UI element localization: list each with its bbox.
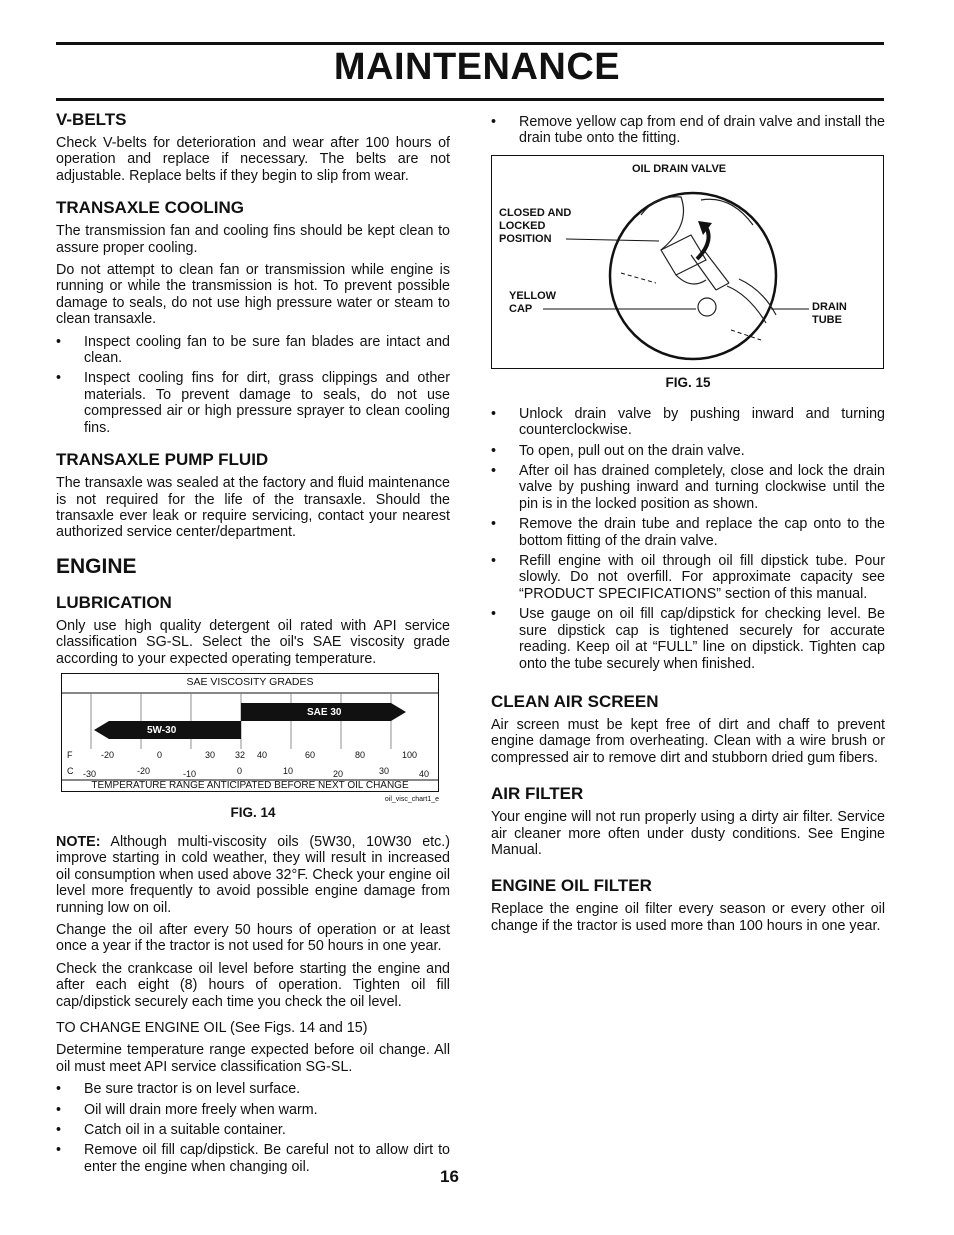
c-tick: -10	[183, 768, 197, 779]
engine-oil-filter-heading: ENGINE OIL FILTER	[491, 876, 652, 896]
list-item: • Oil will drain more freely when warm.	[56, 1102, 450, 1118]
c-tick: 10	[283, 765, 294, 776]
drain-valve-figure	[491, 155, 884, 369]
drain-tube-label: DRAIN TUBE	[812, 300, 847, 326]
list-item: • To open, pull out on the drain valve.	[491, 443, 885, 459]
f-tick: 30	[205, 749, 216, 760]
list-item: • Be sure tractor is on level surface.	[56, 1081, 450, 1097]
note-text: Although multi-viscosity oils (5W30, 10W30 etc.) improve starting in cold weather, they will result in increased oil consumption when used above 32°F. Check your engine oil level more frequently to avoid possible engine damage from running low on oil.	[56, 833, 450, 916]
viscosity-chart	[61, 673, 439, 803]
list-item: • Use gauge on oil fill cap/dipstick for checking level. Be sure dipstick cap is tightened securely for accurate reading. Keep oil at “FULL” line on dipstick. Tighten cap onto the tube securely when finished.	[491, 606, 885, 672]
determine-text: Determine temperature range expected before oil change. All oil must meet API service classification SG-SL.	[56, 1042, 450, 1075]
c-axis-label: C	[67, 765, 74, 776]
oil-drain-valve-label: OIL DRAIN VALVE	[632, 162, 727, 175]
oil-change-list	[56, 1081, 450, 1175]
f-tick: 40	[257, 749, 268, 760]
air-filter-heading: AIR FILTER	[491, 784, 584, 804]
list-item: • Refill engine with oil through oil fill dipstick tube. Pour slowly. Do not overfill. For approximate capacity see “PRODUCT SPECIFICATIONS” section of this manual.	[491, 553, 885, 602]
c-tick: 30	[379, 765, 390, 776]
vbelts-text: Check V-belts for deterioration and wear after 100 hours of operation and replace if necessary. The belts are not adjustable. Replace belts if they begin to slip from wear.	[56, 135, 450, 184]
vbelts-heading: V-BELTS	[56, 110, 127, 129]
left-column	[56, 108, 450, 1179]
f-tick: 0	[157, 749, 163, 760]
clean-air-screen-text: Air screen must be kept free of dirt and chaff to prevent engine damage from overheating. Clean with a wire brush or compressed air to remove dirt and stubborn dried gum fibers.	[491, 716, 885, 766]
f-tick: -20	[101, 749, 115, 760]
list-item: • Inspect cooling fan to be sure fan blades are intact and clean.	[56, 334, 450, 367]
transaxle-cooling-p2: Do not attempt to clean fan or transmission while engine is running or while the transmission is hot. To prevent possible damage to seals, do not use high pressure water or steam to clean transaxle.	[56, 262, 450, 328]
check-oil-text: Check the crankcase oil level before starting the engine and after each eight (8) hours of operation. Tighten oil fill cap/dipstick securely each time you check the oil level.	[56, 960, 450, 1010]
list-item: • Remove yellow cap from end of drain valve and install the drain tube onto the fitting.	[491, 114, 885, 147]
list-item: • Remove oil fill cap/dipstick. Be careful not to allow dirt to enter the engine when changing oil.	[56, 1142, 450, 1175]
engine-heading: ENGINE	[56, 554, 137, 578]
list-item: • Remove the drain tube and replace the cap onto to the bottom fitting of the drain valve.	[491, 516, 885, 549]
change-oil-text: Change the oil after every 50 hours of operation or at least once a year if the tractor is not used for 50 hours in one year.	[56, 921, 450, 955]
transaxle-cooling-heading: TRANSAXLE COOLING	[56, 198, 244, 218]
transaxle-cooling-p1: The transmission fan and cooling fins should be kept clean to assure proper cooling.	[56, 223, 450, 256]
f-tick: 100	[402, 749, 418, 760]
f-axis-label: F	[67, 749, 73, 760]
to-change-heading: TO CHANGE ENGINE OIL (See Figs. 14 and 15)	[56, 1020, 368, 1036]
c-tick: 0	[237, 765, 243, 776]
c-tick: -20	[137, 765, 151, 776]
5w30-label: 5W-30	[147, 724, 177, 736]
list-item: • Unlock drain valve by pushing inward and turning counterclockwise.	[491, 406, 885, 439]
f-tick: 80	[355, 749, 366, 760]
drain-steps-list	[491, 406, 885, 672]
fig15-caption: FIG. 15	[665, 374, 711, 390]
f-tick: 32	[235, 749, 246, 760]
list-item: • Catch oil in a suitable container.	[56, 1122, 450, 1138]
clean-air-screen-heading: CLEAN AIR SCREEN	[491, 691, 659, 711]
note-paragraph	[56, 834, 450, 916]
c-tick: -30	[83, 768, 97, 779]
top-rule	[56, 42, 884, 45]
transaxle-pump-heading: TRANSAXLE PUMP FLUID	[56, 450, 269, 470]
lubrication-text: Only use high quality detergent oil rated with API service classification SG-SL. Select the oil's SAE viscosity grade according to your expected operating temperature.	[56, 617, 450, 667]
closed-locked-label: CLOSED AND LOCKED POSITION	[499, 206, 572, 245]
page-number: 16	[440, 1167, 459, 1186]
lubrication-heading: LUBRICATION	[56, 592, 172, 612]
yellow-cap-label: YELLOW CAP	[509, 289, 557, 315]
list-item: • Inspect cooling fins for dirt, grass clippings and other materials. To prevent damage to seals, do not use compressed air or high pressure sprayer to clean cooling fins.	[56, 370, 450, 436]
list-item: • After oil has drained completely, close and lock the drain valve by pushing inward and turning clockwise until the pin is in the locked position as shown.	[491, 463, 885, 512]
transaxle-cooling-list	[56, 334, 450, 436]
c-tick: 20	[333, 768, 344, 779]
title-rule	[56, 98, 884, 101]
sae30-label: SAE 30	[307, 706, 342, 718]
chart-code: oil_visc_chart1_e	[384, 795, 439, 803]
note-label: NOTE:	[56, 833, 101, 850]
chart-bottom-label: TEMPERATURE RANGE ANTICIPATED BEFORE NEXT OIL CHANGE	[91, 779, 409, 791]
engine-oil-filter-text: Replace the engine oil filter every season or every other oil change if the tractor is used more than 100 hours in one year.	[491, 901, 885, 934]
right-column	[491, 114, 885, 940]
chart-title: SAE VISCOSITY GRADES	[186, 675, 314, 688]
drain-tube-list	[491, 114, 885, 147]
air-filter-text: Your engine will not run properly using a dirty air filter. Service air cleaner more often under dusty conditions. See Engine Manual.	[491, 809, 885, 858]
f-tick: 60	[305, 749, 316, 760]
transaxle-pump-text: The transaxle was sealed at the factory and fluid maintenance is not required for the life of the transaxle. Should the transaxle ever leak or require servicing, contact your nearest authorized service center/department.	[56, 475, 450, 541]
fig14-caption: FIG. 14	[230, 804, 276, 820]
c-tick: 40	[419, 768, 430, 779]
page-title: MAINTENANCE	[333, 46, 621, 88]
